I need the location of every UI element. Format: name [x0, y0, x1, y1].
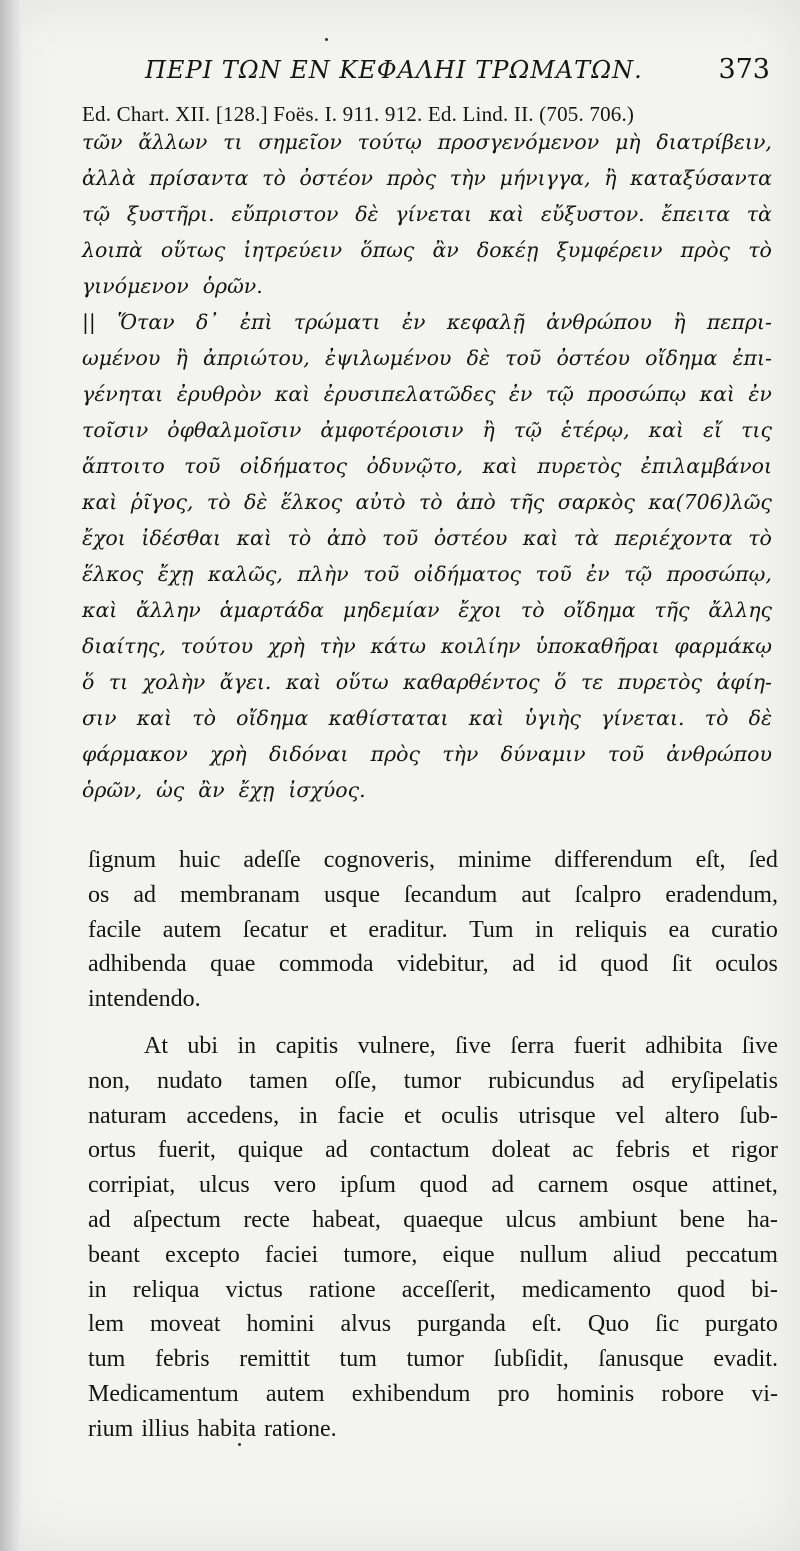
greek-line: τοῖσιν ὀφθαλμοῖσιν ἀμφοτέροισιν ἢ τῷ ἑτέρῳ, καὶ εἴ τις: [82, 418, 772, 442]
running-title: ΠΕΡΙ ΤΩΝ ΕΝ ΚΕΦΑΛΗΙ ΤΡΩΜΑΤΩΝ.: [145, 56, 643, 84]
greek-line: || Ὅταν δ᾽ ἐπὶ τρώματι ἐν κεφαλῇ ἀνθρώπου ἢ πεπρι-: [82, 310, 772, 334]
greek-line: διαίτης, τούτου χρὴ τὴν κάτω κοιλίην ὑποκαθῆραι φαρμάκῳ: [82, 634, 772, 658]
running-header: [110, 54, 770, 94]
greek-line: ἕλκος ἔχῃ καλῶς, πλὴν τοῦ οἰδήματος τοῦ ἐν τῷ προσώπῳ,: [82, 562, 772, 586]
latin-line: At ubi in capitis vulnere, ſive ſerra fuerit adhibita ſive: [144, 1032, 778, 1059]
greek-line: τῶν ἄλλων τι σημεῖον τούτῳ προσγενόμενον μὴ διατρίβειν,: [82, 130, 772, 154]
greek-line: ωμένου ἢ ἀπριώτου, ἐψιλωμένου δὲ τοῦ ὀστέου οἴδημα ἐπι-: [82, 346, 772, 370]
paragraph-gap: [88, 1017, 778, 1029]
latin-line: ſignum huic adeſſe cognoveris, minime differendum eſt, ſed: [88, 847, 778, 873]
latin-line: ad aſpectum recte habeat, quaeque ulcus ambiunt bene ha-: [88, 1206, 778, 1233]
greek-line: ἀλλὰ πρίσαντα τὸ ὀστέον πρὸς τὴν μήνιγγα, ἢ καταξύσαντα: [82, 166, 772, 190]
latin-line: os ad membranam usque ſecandum aut ſcalpro eradendum,: [88, 881, 778, 908]
greek-line: λοιπὰ οὕτως ἰητρεύειν ὅπως ἂν δοκέῃ ξυμφέρειν πρὸς τὸ: [82, 238, 772, 262]
paper-speck: [238, 1443, 241, 1446]
greek-text-block: [82, 124, 772, 808]
latin-line: intendendo.: [88, 986, 201, 1013]
greek-line: γένηται ἐρυθρὸν καὶ ἐρυσιπελατῶδες ἐν τῷ προσώπῳ καὶ ἐν: [82, 382, 772, 406]
paper-speck: [325, 38, 328, 41]
greek-line: καὶ ῥῖγος, τὸ δὲ ἕλκος αὐτὸ τὸ ἀπὸ τῆς σαρκὸς κα(706)λῶς: [82, 490, 772, 514]
latin-line: in reliqua victus ratione acceſſerit, medicamento quod bi-: [88, 1276, 778, 1303]
latin-line: rium illius habita ratione.: [88, 1415, 337, 1442]
page-gutter-shadow: [0, 0, 22, 1551]
latin-line: non, nudato tamen oſſe, tumor rubicundus ad eryſipelatis: [88, 1067, 778, 1094]
greek-line: ὁρῶν, ὡς ἂν ἔχῃ ἰσχύος.: [82, 778, 366, 802]
greek-line: καὶ ἄλλην ἁμαρτάδα μηδεμίαν ἔχοι τὸ οἴδημα τῆς ἄλλης: [82, 598, 772, 622]
latin-translation-block: [88, 843, 778, 1447]
greek-line: σιν καὶ τὸ οἴδημα καθίσταται καὶ ὑγιὴς γίνεται. τὸ δὲ: [82, 706, 772, 730]
edition-reference-line: Ed. Chart. XII. [128.] Foës. I. 911. 912. Ed. Lind. II. (705. 706.): [82, 102, 635, 126]
latin-line: lem moveat homini alvus purganda eſt. Quo ſic purgato: [88, 1311, 778, 1338]
latin-line: adhibenda quae commoda videbitur, ad id quod ſit oculos: [88, 951, 778, 978]
latin-line: Medicamentum autem exhibendum pro hominis robore vi-: [88, 1380, 778, 1407]
latin-line: tum febris remittit tum tumor ſubſidit, ſanusque evadit.: [88, 1346, 778, 1373]
latin-line: beant excepto faciei tumore, eique nullum aliud peccatum: [88, 1241, 778, 1268]
latin-line: corripiat, ulcus vero ipſum quod ad carnem osque attinet,: [88, 1172, 778, 1199]
latin-line: facile autem ſecatur et eraditur. Tum in reliquis ea curatio: [88, 916, 778, 943]
greek-line: τῷ ξυστῆρι. εὔπριστον δὲ γίνεται καὶ εὔξυστον. ἔπειτα τὰ: [82, 202, 772, 226]
greek-line: φάρμακον χρὴ διδόναι πρὸς τὴν δύναμιν τοῦ ἀνθρώπου: [82, 742, 772, 766]
greek-line: γινόμενον ὁρῶν.: [82, 274, 263, 298]
page-number: 373: [718, 54, 770, 85]
greek-line: ὅ τι χολὴν ἄγει. καὶ οὕτω καθαρθέντος ὅ τε πυρετὸς ἀφίη-: [82, 670, 772, 694]
latin-line: naturam accedens, in facie et oculis utrisque vel altero ſub-: [88, 1102, 778, 1129]
greek-line: ἅπτοιτο τοῦ οἰδήματος ὀδυνῷτο, καὶ πυρετὸς ἐπιλαμβάνοι: [82, 454, 772, 478]
latin-line: ortus fuerit, quique ad contactum doleat ac febris et rigor: [88, 1137, 778, 1164]
greek-line: ἔχοι ἰδέσθαι καὶ τὸ ἀπὸ τοῦ ὀστέου καὶ τὰ περιέχοντα τὸ: [82, 526, 772, 550]
